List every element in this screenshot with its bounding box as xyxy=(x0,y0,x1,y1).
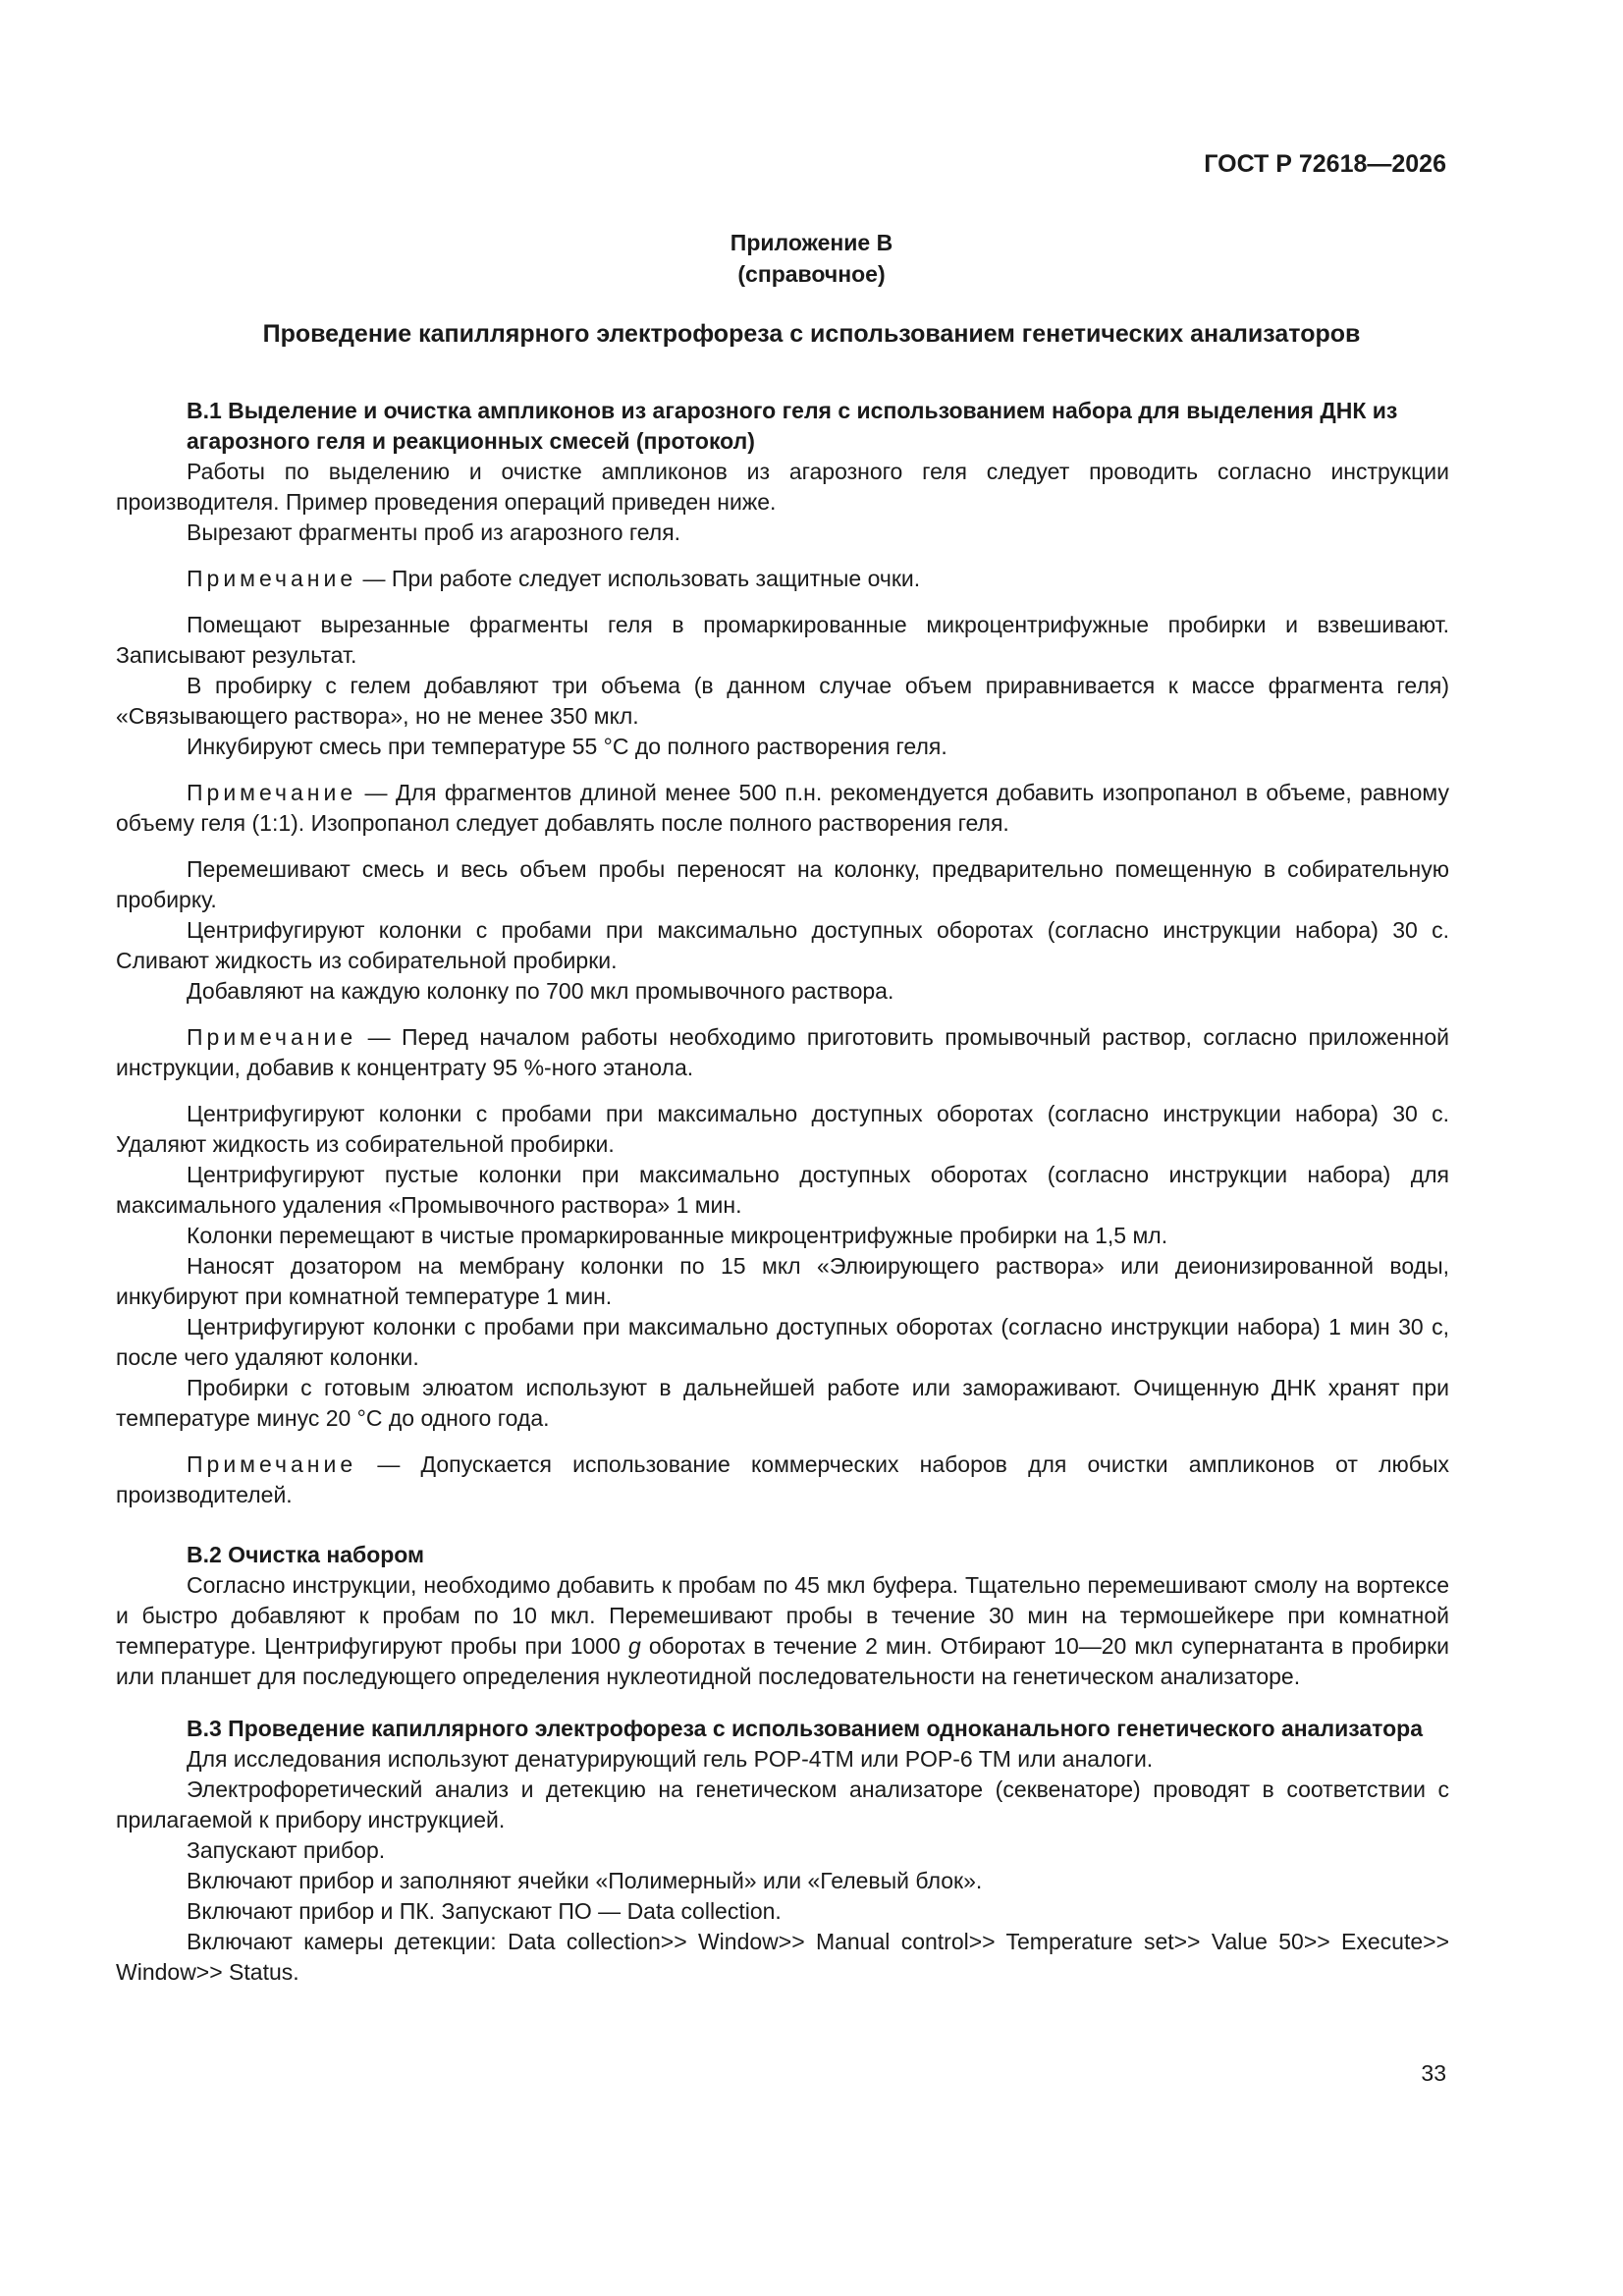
paragraph: Пробирки с готовым элюатом используют в дальнейшей работе или замораживают. Очищенную ДНК хранят при температуре минус 20 °С до одного года. xyxy=(116,1375,1449,1431)
paragraph: Вырезают фрагменты проб из агарозного геля. xyxy=(187,519,681,545)
paragraph: Помещают вырезанные фрагменты геля в промаркированные микроцентрифужные пробирки и взвешивают. Записывают результат. xyxy=(116,612,1449,668)
note-label: Примечание xyxy=(187,1024,357,1050)
g-symbol: g xyxy=(627,1633,641,1659)
note-text: Допускается использование коммерческих наборов для очистки ампликонов от любых производителей. xyxy=(116,1451,1449,1507)
paragraph: Центрифугируют пустые колонки при максимально доступных оборотах (согласно инструкции набора) для максимального удаления «Промывочного раствора» 1 мин. xyxy=(116,1162,1449,1218)
note-dash: — xyxy=(356,1451,421,1477)
appendix-label: Приложение В xyxy=(730,230,893,255)
appendix-type: (справочное) xyxy=(737,261,886,287)
paragraph: Включают прибор и заполняют ячейки «Полимерный» или «Гелевый блок». xyxy=(187,1868,983,1893)
paragraph: Центрифугируют колонки с пробами при максимально доступных оборотах (согласно инструкции набора) 1 мин 30 с, после чего удаляют колонки. xyxy=(116,1314,1449,1370)
paragraph: Запускают прибор. xyxy=(187,1837,386,1863)
paragraph: Перемешивают смесь и весь объем пробы переносят на колонку, предварительно помещенную в собирательную пробирку. xyxy=(116,856,1449,912)
document-body xyxy=(116,396,1449,1988)
paragraph: Работы по выделению и очистке ампликонов из агарозного геля следует проводить согласно инструкции производителя. Пример проведения операций приведен ниже. xyxy=(116,459,1449,515)
paragraph: Центрифугируют колонки с пробами при максимально доступных оборотах (согласно инструкции набора) 30 с. Удаляют жидкость из собирательной пробирки. xyxy=(116,1101,1449,1157)
paragraph: Для исследования используют денатурирующий гель POP-4TM или POP-6 TM или аналоги. xyxy=(187,1746,1154,1772)
paragraph xyxy=(116,1570,1449,1692)
note-label: Примечание xyxy=(187,566,357,591)
note-text: Для фрагментов длиной менее 500 п.н. рекомендуется добавить изопропанол в объеме, равному объему геля (1:1). Изопропанол следует добавлять после полного растворения геля. xyxy=(116,780,1449,836)
standard-number: ГОСТ Р 72618—2026 xyxy=(1204,150,1446,178)
note-dash: — xyxy=(356,566,392,591)
paragraph: Наносят дозатором на мембрану колонки по 15 мкл «Элюирующего раствора» или деионизированной воды, инкубируют при комнатной температуре 1 мин. xyxy=(116,1253,1449,1309)
note xyxy=(116,778,1449,839)
section-heading-b1: В.1 Выделение и очистка ампликонов из агарозного геля с использованием набора для выделения ДНК из агарозного геля и реакционных смесей (протокол) xyxy=(187,398,1398,454)
paragraph-text: Согласно инструкции, необходимо добавить к пробам по 45 мкл буфера. Тщательно перемешивают смолу на вортексе и быстро добавляют к пробам по 10 мкл. Перемешивают пробы в течение 30 мин на термошейкере при комнатной температуре. Центрифугируют пробы при 1000 xyxy=(116,1572,1449,1659)
paragraph: Электрофоретический анализ и детекцию на генетическом анализаторе (секвенаторе) проводят в соответствии с прилагаемой к прибору инструкцией. xyxy=(116,1777,1449,1832)
note xyxy=(116,1449,1449,1510)
paragraph: Включают прибор и ПК. Запускают ПО — Data collection. xyxy=(187,1898,782,1924)
paragraph: Колонки перемещают в чистые промаркированные микроцентрифужные пробирки на 1,5 мл. xyxy=(187,1223,1168,1248)
section-heading-b3: В.3 Проведение капиллярного электрофореза с использованием одноканального генетического анализатора xyxy=(187,1716,1423,1741)
page-number: 33 xyxy=(1421,2060,1446,2086)
note-label: Примечание xyxy=(187,780,357,805)
note-dash: — xyxy=(356,1024,403,1050)
appendix-title: Проведение капиллярного электрофореза с использованием генетических анализаторов xyxy=(262,320,1361,348)
paragraph: Включают камеры детекции: Data collection>> Window>> Manual control>> Temperature set>> Value 50>> Execute>> Window>> Status. xyxy=(116,1929,1449,1985)
paragraph-text: оборотах в течение 2 мин. Отбирают 10—20 мкл супернатанта в пробирки или планшет для последующего определения нуклеотидной последовательности на генетическом анализаторе. xyxy=(116,1633,1449,1689)
appendix-heading xyxy=(0,227,1623,290)
note-text: Перед началом работы необходимо приготовить промывочный раствор, согласно приложенной инструкции, добавив к концентрату 95 %-ного этанола. xyxy=(116,1024,1450,1080)
paragraph: Инкубируют смесь при температуре 55 °С до полного растворения геля. xyxy=(187,734,947,759)
note-label: Примечание xyxy=(187,1451,357,1477)
note xyxy=(116,564,1449,594)
note xyxy=(116,1022,1449,1083)
paragraph: Центрифугируют колонки с пробами при максимально доступных оборотах (согласно инструкции набора) 30 с. Сливают жидкость из собирательной пробирки. xyxy=(116,917,1449,973)
paragraph: В пробирку с гелем добавляют три объема (в данном случае объем приравнивается к массе фрагмента геля) «Связывающего раствора», но не менее 350 мкл. xyxy=(116,673,1449,729)
paragraph: Добавляют на каждую колонку по 700 мкл промывочного раствора. xyxy=(187,978,894,1004)
section-heading-b2: В.2 Очистка набором xyxy=(187,1542,425,1567)
note-dash: — xyxy=(356,780,396,805)
note-text: При работе следует использовать защитные очки. xyxy=(391,566,921,591)
